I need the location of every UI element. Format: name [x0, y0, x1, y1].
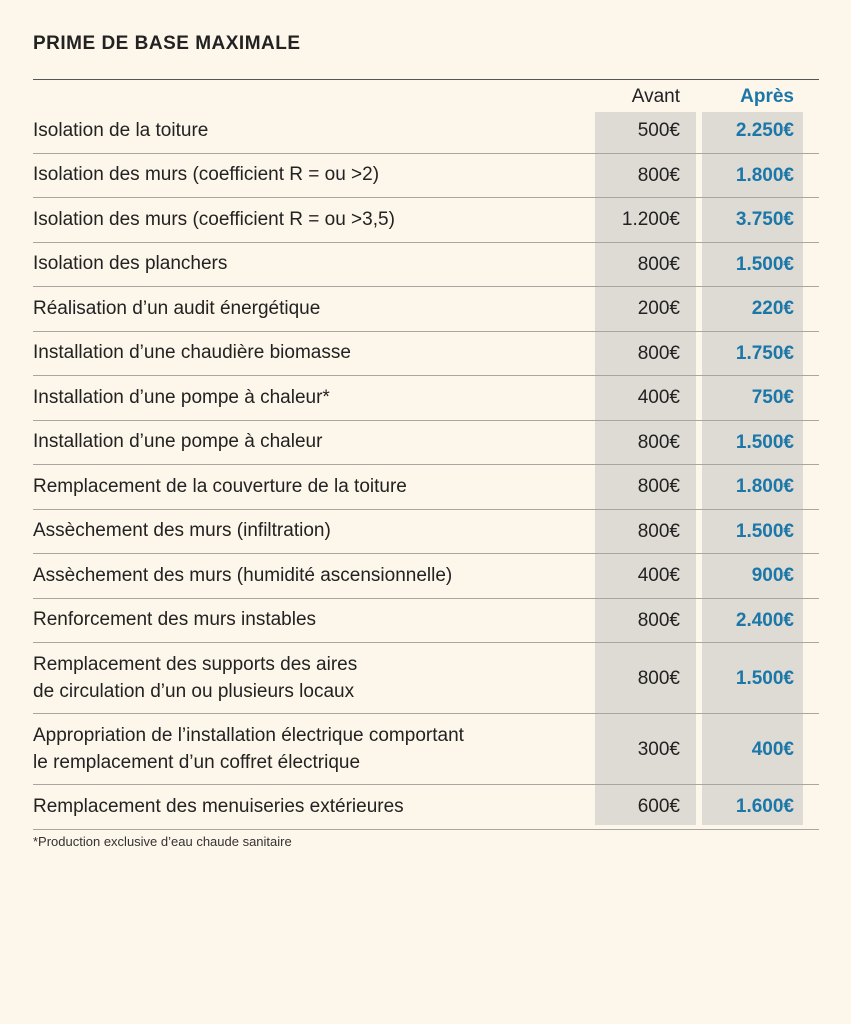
row-value-apres: 1.500€	[735, 667, 794, 689]
table-row	[33, 714, 819, 785]
row-label-line: Installation d’une pompe à chaleur*	[33, 386, 330, 408]
row-value-apres: 2.400€	[735, 609, 794, 631]
row-value-avant: 800€	[637, 164, 680, 186]
row-value-apres: 3.750€	[735, 209, 794, 231]
footnote: *Production exclusive d’eau chaude sanitaire	[33, 834, 292, 849]
row-value-apres: 220€	[751, 298, 794, 320]
row-label	[33, 428, 322, 455]
row-value-apres: 1.500€	[735, 253, 794, 275]
row-label	[33, 117, 208, 144]
row-value-apres: 1.500€	[735, 431, 794, 453]
row-value-apres: 1.500€	[735, 520, 794, 542]
row-value-avant: 800€	[637, 609, 680, 631]
row-label	[33, 606, 316, 633]
row-label	[33, 722, 464, 776]
row-label	[33, 161, 379, 188]
row-value-avant: 800€	[637, 253, 680, 275]
page-title: PRIME DE BASE MAXIMALE	[33, 33, 301, 54]
row-label	[33, 384, 330, 411]
table-row	[33, 287, 819, 332]
row-label	[33, 250, 227, 277]
table-row	[33, 332, 819, 377]
column-header-apres: Après	[740, 86, 794, 107]
row-value-apres: 1.600€	[735, 796, 794, 818]
row-value-avant: 1.200€	[621, 209, 680, 231]
row-label-line: Assèchement des murs (infiltration)	[33, 520, 331, 542]
table-row	[33, 643, 819, 714]
row-value-apres: 1.800€	[735, 164, 794, 186]
column-header-avant: Avant	[631, 86, 680, 107]
table-row	[33, 465, 819, 510]
row-value-avant: 200€	[637, 298, 680, 320]
table-row	[33, 243, 819, 288]
row-label	[33, 651, 357, 705]
row-label-line: le remplacement d’un coffret électrique	[33, 751, 361, 773]
row-value-avant: 800€	[637, 476, 680, 498]
row-label-line: Appropriation de l’installation électrique comportant	[33, 724, 464, 746]
row-label-line: Remplacement des supports des aires	[33, 653, 358, 675]
table-row	[33, 421, 819, 466]
table-row	[33, 510, 819, 555]
row-value-apres: 1.800€	[735, 476, 794, 498]
table-row	[33, 599, 819, 644]
row-label	[33, 339, 351, 366]
row-value-avant: 800€	[637, 342, 680, 364]
row-label-line: de circulation d’un ou plusieurs locaux	[33, 680, 355, 702]
top-divider	[33, 79, 819, 80]
table-row	[33, 154, 819, 199]
table-row	[33, 554, 819, 599]
table-row	[33, 109, 819, 154]
row-label	[33, 206, 395, 233]
row-label	[33, 562, 452, 589]
row-label	[33, 473, 407, 500]
row-value-apres: 750€	[751, 387, 794, 409]
row-label-line: Isolation des murs (coefficient R = ou >3,5)	[33, 208, 395, 230]
row-label-line: Isolation des planchers	[33, 253, 228, 275]
table-row	[33, 376, 819, 421]
table-row	[33, 785, 819, 830]
row-value-avant: 500€	[637, 120, 680, 142]
row-label	[33, 517, 331, 544]
prime-table-body	[33, 109, 819, 830]
row-label	[33, 295, 320, 322]
row-value-avant: 800€	[637, 520, 680, 542]
row-label	[33, 793, 404, 820]
table-row	[33, 198, 819, 243]
row-label-line: Assèchement des murs (humidité ascensionnelle)	[33, 564, 453, 586]
row-value-avant: 800€	[637, 667, 680, 689]
row-label-line: Renforcement des murs instables	[33, 609, 317, 631]
row-value-avant: 800€	[637, 431, 680, 453]
row-label-line: Remplacement des menuiseries extérieures	[33, 795, 404, 817]
row-label-line: Réalisation d’un audit énergétique	[33, 297, 321, 319]
row-label-line: Installation d’une pompe à chaleur	[33, 431, 323, 453]
row-label-line: Isolation de la toiture	[33, 119, 209, 141]
row-value-apres: 400€	[751, 738, 794, 760]
row-value-apres: 900€	[751, 565, 794, 587]
row-value-apres: 1.750€	[735, 342, 794, 364]
row-value-avant: 600€	[637, 796, 680, 818]
row-value-avant: 400€	[637, 565, 680, 587]
row-value-apres: 2.250€	[735, 120, 794, 142]
row-value-avant: 300€	[637, 738, 680, 760]
row-label-line: Remplacement de la couverture de la toiture	[33, 475, 407, 497]
row-label-line: Installation d’une chaudière biomasse	[33, 342, 351, 364]
row-label-line: Isolation des murs (coefficient R = ou >2)	[33, 164, 380, 186]
row-value-avant: 400€	[637, 387, 680, 409]
